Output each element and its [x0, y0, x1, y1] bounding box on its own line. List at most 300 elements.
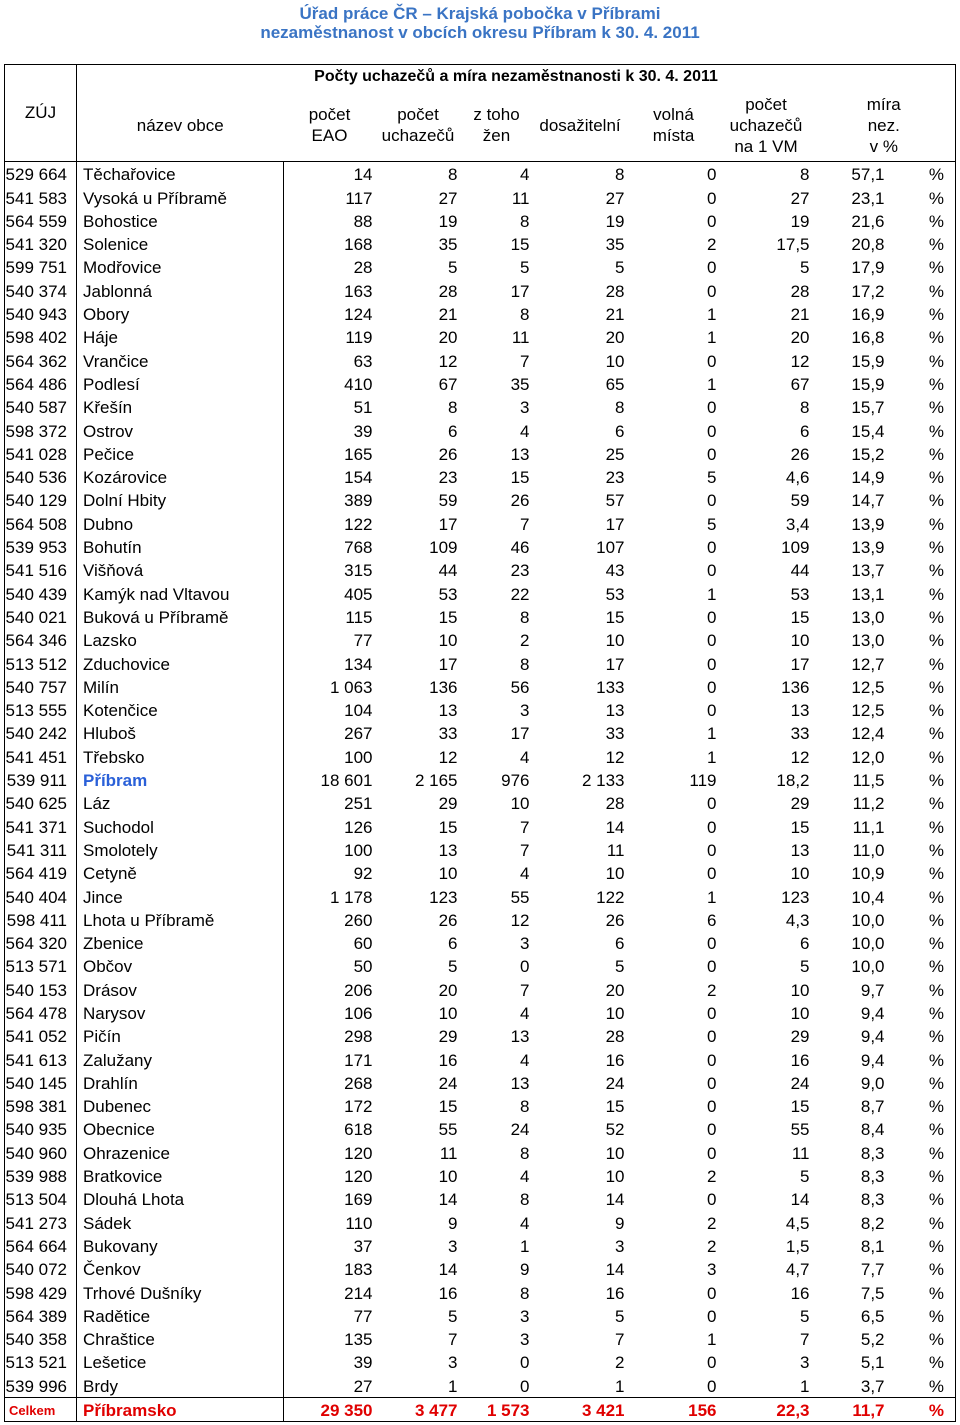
cell-zen: 4 [520, 747, 530, 767]
table-row [5, 395, 956, 418]
cell-dosazitelni: 12 [605, 747, 625, 767]
cell-zen: 17 [510, 724, 530, 744]
cell-uchazecu: 13 [438, 840, 458, 860]
cell-na-1-vm: 21 [790, 305, 810, 325]
cell-name: Bohostice [77, 209, 284, 232]
cell-pct-sign: % [885, 1210, 956, 1233]
cell-mira: 10,9 [851, 864, 885, 884]
cell-dosazitelni: 14 [605, 1190, 625, 1210]
cell-name: Kozárovice [77, 465, 284, 488]
cell-zen: 4 [520, 864, 530, 884]
cell-name: Zalužany [77, 1047, 284, 1070]
cell-mira: 6,5 [860, 1306, 885, 1326]
cell-uchazecu: 26 [438, 910, 458, 930]
cell-zen: 4 [520, 1003, 530, 1023]
cell-pct-sign: % [885, 884, 956, 907]
cell-volna-mista: 0 [707, 444, 717, 464]
cell-dosazitelni: 7 [615, 1330, 625, 1350]
cell-zuj: 540 587 [5, 395, 77, 418]
cell-pct-sign: % [885, 185, 956, 208]
cell-dosazitelni: 23 [605, 468, 625, 488]
cell-pct-sign: % [885, 1164, 956, 1187]
cell-name: Modřovice [77, 255, 284, 278]
cell-name: Křešín [77, 395, 284, 418]
cell-zen: 7 [520, 817, 530, 837]
cell-dosazitelni: 27 [605, 188, 625, 208]
cell-zuj: 564 346 [5, 628, 77, 651]
cell-name: Bratkovice [77, 1164, 284, 1187]
cell-name: Smolotely [77, 838, 284, 861]
cell-zen: 24 [510, 1120, 530, 1140]
cell-volna-mista: 0 [707, 631, 717, 651]
cell-eao: 389 [344, 491, 373, 511]
cell-zuj: 598 411 [5, 908, 77, 931]
cell-volna-mista: 0 [707, 491, 717, 511]
cell-pct-sign: % [885, 675, 956, 698]
cell-zuj: 540 625 [5, 791, 77, 814]
cell-zen: 8 [520, 607, 530, 627]
cell-uchazecu: 10 [438, 1003, 458, 1023]
cell-uchazecu: 14 [438, 1190, 458, 1210]
cell-eao: 154 [344, 468, 373, 488]
cell-zen: 8 [520, 1283, 530, 1303]
cell-uchazecu: 15 [438, 607, 458, 627]
cell-na-1-vm: 5 [800, 1167, 810, 1187]
cell-dosazitelni: 10 [605, 1143, 625, 1163]
table-row [5, 1234, 956, 1257]
cell-pct-sign: % [885, 1187, 956, 1210]
cell-mira: 8,3 [860, 1143, 885, 1163]
table-row [5, 977, 956, 1000]
table-row [5, 1350, 956, 1373]
cell-mira: 13,9 [851, 538, 885, 558]
cell-uchazecu: 20 [438, 980, 458, 1000]
cell-zuj: 540 757 [5, 675, 77, 698]
cell-zuj: 513 512 [5, 651, 77, 674]
cell-na-1-vm: 4,5 [785, 1213, 810, 1233]
cell-pct-sign: % [885, 628, 956, 651]
cell-uchazecu: 12 [438, 351, 458, 371]
cell-zuj: 539 953 [5, 535, 77, 558]
cell-pct-sign: % [885, 1397, 956, 1421]
total-row [5, 1397, 956, 1421]
cell-volna-mista: 1 [707, 305, 717, 325]
cell-mira: 8,7 [860, 1097, 885, 1117]
cell-zen: 4 [520, 165, 530, 185]
cell-name: Občov [77, 954, 284, 977]
cell-uchazecu: 35 [438, 235, 458, 255]
cell-uchazecu: 123 [429, 887, 458, 907]
cell-dosazitelni: 10 [605, 1003, 625, 1023]
cell-zen: 56 [510, 677, 530, 697]
cell-dosazitelni: 25 [605, 444, 625, 464]
cell-volna-mista: 5 [707, 514, 717, 534]
cell-eao: 1 063 [329, 677, 373, 697]
cell-na-1-vm: 17,5 [776, 235, 810, 255]
cell-zuj: 598 429 [5, 1280, 77, 1303]
cell-mira: 5,2 [860, 1330, 885, 1350]
table-row [5, 931, 956, 954]
cell-na-1-vm: 8 [800, 165, 810, 185]
cell-eao: 260 [344, 910, 373, 930]
cell-pct-sign: % [885, 1350, 956, 1373]
cell-dosazitelni: 10 [605, 1167, 625, 1187]
cell-uchazecu: 55 [438, 1120, 458, 1140]
cell-na-1-vm: 8 [800, 398, 810, 418]
cell-name: Narysov [77, 1001, 284, 1024]
cell-volna-mista: 0 [707, 957, 717, 977]
cell-uchazecu: 11 [439, 1143, 458, 1163]
cell-name: Cetyně [77, 861, 284, 884]
cell-zen: 15 [510, 235, 530, 255]
cell-volna-mista: 1 [707, 724, 717, 744]
cell-zen: 13 [510, 444, 530, 464]
cell-na-1-vm: 33 [790, 724, 810, 744]
cell-uchazecu: 8 [448, 398, 458, 418]
cell-dosazitelni: 17 [605, 514, 625, 534]
cell-pct-sign: % [885, 278, 956, 301]
cell-mira: 13,1 [851, 584, 885, 604]
cell-zen: 10 [510, 794, 530, 814]
cell-dosazitelni: 10 [605, 631, 625, 651]
cell-uchazecu: 7 [448, 1330, 458, 1350]
cell-volna-mista: 0 [707, 188, 717, 208]
cell-eao: 117 [345, 188, 373, 208]
cell-zuj: 598 372 [5, 418, 77, 441]
cell-eao: 28 [353, 258, 373, 278]
cell-zen: 22 [510, 584, 530, 604]
cell-dosazitelni: 1 [615, 1376, 625, 1396]
cell-na-1-vm: 4,6 [785, 468, 810, 488]
table-row [5, 1024, 956, 1047]
cell-dosazitelni: 65 [605, 374, 625, 394]
table-row [5, 861, 956, 884]
cell-zuj: 513 571 [5, 954, 77, 977]
document-header [0, 0, 960, 48]
cell-zen: 17 [510, 281, 530, 301]
cell-volna-mista: 0 [707, 607, 717, 627]
cell-na-1-vm: 10 [790, 631, 810, 651]
cell-zuj: 529 664 [5, 162, 77, 186]
table-row [5, 348, 956, 371]
cell-na-1-vm: 13 [790, 840, 810, 860]
cell-name: Lazsko [77, 628, 284, 651]
cell-zuj: 541 273 [5, 1210, 77, 1233]
cell-mira: 9,4 [860, 1003, 885, 1023]
cell-dosazitelni: 16 [605, 1050, 625, 1070]
cell-na-1-vm: 16 [790, 1050, 810, 1070]
cell-uchazecu: 10 [438, 1167, 458, 1187]
cell-pct-sign: % [885, 931, 956, 954]
cell-mira: 13,7 [851, 561, 885, 581]
cell-eao: 1 178 [329, 887, 373, 907]
cell-name: Hluboš [77, 721, 284, 744]
cell-na-1-vm: 26 [790, 444, 810, 464]
cell-zuj: 599 751 [5, 255, 77, 278]
cell-zuj: 540 404 [5, 884, 77, 907]
cell-na-1-vm: 67 [790, 374, 810, 394]
cell-na-1-vm: 1 [800, 1376, 810, 1396]
cell-pct-sign: % [885, 232, 956, 255]
cell-pct-sign: % [885, 698, 956, 721]
cell-dosazitelni: 5 [615, 1306, 625, 1326]
cell-eao: 106 [344, 1003, 373, 1023]
table-row [5, 302, 956, 325]
cell-eao: 165 [344, 444, 373, 464]
cell-zuj: 539 988 [5, 1164, 77, 1187]
cell-pct-sign: % [885, 535, 956, 558]
cell-uchazecu: 5 [448, 1306, 458, 1326]
cell-zuj: 564 389 [5, 1304, 77, 1327]
cell-na-1-vm: 12 [790, 351, 810, 371]
cell-volna-mista: 1 [707, 747, 717, 767]
cell-dosazitelni: 21 [605, 305, 625, 325]
cell-volna-mista: 0 [707, 1097, 717, 1117]
cell-mira: 3,7 [860, 1376, 885, 1396]
cell-volna-mista: 2 [707, 1167, 717, 1187]
cell-na-1-vm: 29 [790, 1027, 810, 1047]
cell-name: Radětice [77, 1304, 284, 1327]
cell-dosazitelni: 122 [596, 887, 625, 907]
cell-dosazitelni: 17 [605, 654, 625, 674]
cell-mira: 17,2 [851, 281, 885, 301]
cell-dosazitelni: 10 [605, 351, 625, 371]
cell-volna-mista: 2 [707, 1213, 717, 1233]
cell-uchazecu: 10 [438, 864, 458, 884]
cell-name: Těchařovice [77, 162, 284, 186]
cell-eao: 267 [344, 724, 373, 744]
cell-volna-mista: 0 [707, 1003, 717, 1023]
cell-eao: 214 [344, 1283, 373, 1303]
cell-na-1-vm: 22,3 [720, 1397, 813, 1421]
col-header-mira: míra nez. v % [813, 89, 956, 162]
cell-pct-sign: % [885, 954, 956, 977]
cell-volna-mista: 0 [707, 165, 717, 185]
cell-pct-sign: % [885, 1280, 956, 1303]
cell-volna-mista: 0 [707, 701, 717, 721]
cell-na-1-vm: 11 [791, 1143, 810, 1163]
cell-zen: 7 [520, 980, 530, 1000]
cell-dosazitelni: 33 [605, 724, 625, 744]
cell-na-1-vm: 44 [790, 561, 810, 581]
cell-na-1-vm: 55 [790, 1120, 810, 1140]
cell-uchazecu: 3 [448, 1236, 458, 1256]
cell-na-1-vm: 15 [790, 607, 810, 627]
cell-eao: 115 [345, 607, 373, 627]
cell-pct-sign: % [885, 721, 956, 744]
cell-name: Obecnice [77, 1117, 284, 1140]
cell-mira: 9,4 [860, 1050, 885, 1070]
cell-dosazitelni: 14 [605, 1260, 625, 1280]
cell-na-1-vm: 28 [790, 281, 810, 301]
cell-uchazecu: 3 477 [376, 1397, 461, 1421]
cell-eao: 100 [344, 840, 373, 860]
cell-volna-mista: 1 [707, 887, 717, 907]
cell-name: Chraštice [77, 1327, 284, 1350]
cell-mira: 13,9 [851, 514, 885, 534]
table-row [5, 605, 956, 628]
cell-zen: 4 [520, 1213, 530, 1233]
cell-name: Bohutín [77, 535, 284, 558]
cell-eao: 60 [353, 934, 373, 954]
cell-zen: 26 [510, 491, 530, 511]
cell-uchazecu: 16 [438, 1050, 458, 1070]
cell-pct-sign: % [885, 302, 956, 325]
cell-dosazitelni: 26 [605, 910, 625, 930]
cell-na-1-vm: 17 [790, 654, 810, 674]
cell-dosazitelni: 3 [615, 1236, 625, 1256]
cell-mira: 13,0 [851, 631, 885, 651]
cell-name: Bukovany [77, 1234, 284, 1257]
cell-volna-mista: 0 [707, 211, 717, 231]
cell-pct-sign: % [885, 581, 956, 604]
table-row [5, 325, 956, 348]
cell-mira: 16,9 [851, 305, 885, 325]
cell-eao: 120 [344, 1143, 373, 1163]
cell-volna-mista: 0 [707, 1073, 717, 1093]
cell-zuj: 541 516 [5, 558, 77, 581]
cell-zen: 55 [510, 887, 530, 907]
cell-na-1-vm: 15 [790, 817, 810, 837]
cell-volna-mista: 0 [707, 1306, 717, 1326]
cell-na-1-vm: 136 [781, 677, 810, 697]
cell-dosazitelni: 20 [605, 980, 625, 1000]
cell-volna-mista: 0 [707, 1190, 717, 1210]
table-row [5, 814, 956, 837]
table-row [5, 209, 956, 232]
cell-mira: 10,0 [851, 910, 885, 930]
cell-pct-sign: % [885, 372, 956, 395]
cell-eao: 410 [344, 374, 373, 394]
cell-mira: 8,2 [860, 1213, 885, 1233]
cell-uchazecu: 67 [438, 374, 458, 394]
cell-na-1-vm: 12 [790, 747, 810, 767]
cell-dosazitelni: 8 [615, 165, 625, 185]
cell-zen: 4 [520, 1167, 530, 1187]
table-row [5, 628, 956, 651]
cell-zuj: 540 021 [5, 605, 77, 628]
cell-na-1-vm: 19 [790, 211, 810, 231]
cell-name: Dubenec [77, 1094, 284, 1117]
cell-name: Příbram [77, 768, 284, 791]
cell-name: Podlesí [77, 372, 284, 395]
table-row [5, 465, 956, 488]
cell-zuj: 598 402 [5, 325, 77, 348]
cell-volna-mista: 0 [707, 864, 717, 884]
cell-zuj: 540 153 [5, 977, 77, 1000]
cell-name: Suchodol [77, 814, 284, 837]
cell-pct-sign: % [885, 1234, 956, 1257]
cell-dosazitelni: 8 [615, 398, 625, 418]
cell-name: Obory [77, 302, 284, 325]
cell-name: Příbramsko [77, 1397, 284, 1421]
table-row [5, 954, 956, 977]
cell-mira: 15,7 [851, 398, 885, 418]
cell-name: Jince [77, 884, 284, 907]
cell-name: Ohrazenice [77, 1140, 284, 1163]
cell-uchazecu: 9 [448, 1213, 458, 1233]
cell-volna-mista: 0 [707, 1027, 717, 1047]
cell-na-1-vm: 16 [790, 1283, 810, 1303]
cell-zen: 3 [520, 934, 530, 954]
col-header-uchazecu: počet uchazečů [376, 89, 461, 162]
cell-mira: 7,7 [860, 1260, 885, 1280]
cell-name: Zbenice [77, 931, 284, 954]
cell-mira: 11,1 [852, 817, 885, 837]
cell-dosazitelni: 10 [605, 864, 625, 884]
cell-volna-mista: 0 [707, 258, 717, 278]
cell-zuj: 541 311 [5, 838, 77, 861]
cell-na-1-vm: 14 [790, 1190, 810, 1210]
cell-pct-sign: % [885, 558, 956, 581]
cell-dosazitelni: 16 [605, 1283, 625, 1303]
table-row [5, 1257, 956, 1280]
cell-eao: 183 [344, 1260, 373, 1280]
cell-eao: 268 [344, 1073, 373, 1093]
cell-na-1-vm: 7 [800, 1330, 810, 1350]
cell-na-1-vm: 6 [800, 421, 810, 441]
cell-zuj: 513 504 [5, 1187, 77, 1210]
cell-mira: 21,6 [851, 211, 885, 231]
cell-na-1-vm: 13 [790, 701, 810, 721]
cell-pct-sign: % [885, 1047, 956, 1070]
cell-na-1-vm: 5 [800, 258, 810, 278]
cell-pct-sign: % [885, 1373, 956, 1397]
cell-mira: 15,2 [851, 444, 885, 464]
cell-mira: 13,0 [851, 607, 885, 627]
cell-pct-sign: % [885, 511, 956, 534]
cell-volna-mista: 0 [707, 794, 717, 814]
col-header-nazev: název obce [77, 89, 284, 162]
cell-uchazecu: 17 [438, 654, 458, 674]
cell-na-1-vm: 29 [790, 794, 810, 814]
cell-zuj: 540 145 [5, 1071, 77, 1094]
cell-mira: 7,5 [860, 1283, 885, 1303]
cell-eao: 172 [344, 1097, 373, 1117]
table-row [5, 1373, 956, 1397]
cell-mira: 15,9 [851, 374, 885, 394]
cell-na-1-vm: 24 [790, 1073, 810, 1093]
cell-pct-sign: % [885, 1140, 956, 1163]
table-row [5, 1140, 956, 1163]
cell-na-1-vm: 53 [790, 584, 810, 604]
table-row [5, 698, 956, 721]
cell-dosazitelni: 15 [605, 607, 625, 627]
cell-zuj: 540 358 [5, 1327, 77, 1350]
cell-uchazecu: 44 [438, 561, 458, 581]
cell-dosazitelni: 6 [615, 934, 625, 954]
cell-uchazecu: 17 [438, 514, 458, 534]
cell-zen: 8 [520, 1143, 530, 1163]
cell-dosazitelni: 57 [605, 491, 625, 511]
cell-pct-sign: % [885, 442, 956, 465]
cell-uchazecu: 24 [438, 1073, 458, 1093]
cell-mira: 9,0 [860, 1073, 885, 1093]
cell-mira: 14,9 [851, 468, 885, 488]
cell-uchazecu: 6 [448, 421, 458, 441]
cell-zen: 12 [510, 910, 530, 930]
cell-zuj: 564 486 [5, 372, 77, 395]
cell-eao: 134 [344, 654, 373, 674]
table-row [5, 651, 956, 674]
cell-pct-sign: % [885, 977, 956, 1000]
cell-zuj: 540 439 [5, 581, 77, 604]
cell-na-1-vm: 4,7 [785, 1260, 810, 1280]
cell-uchazecu: 29 [438, 1027, 458, 1047]
cell-zuj: 541 583 [5, 185, 77, 208]
cell-zuj: 539 996 [5, 1373, 77, 1397]
cell-zuj: 540 943 [5, 302, 77, 325]
